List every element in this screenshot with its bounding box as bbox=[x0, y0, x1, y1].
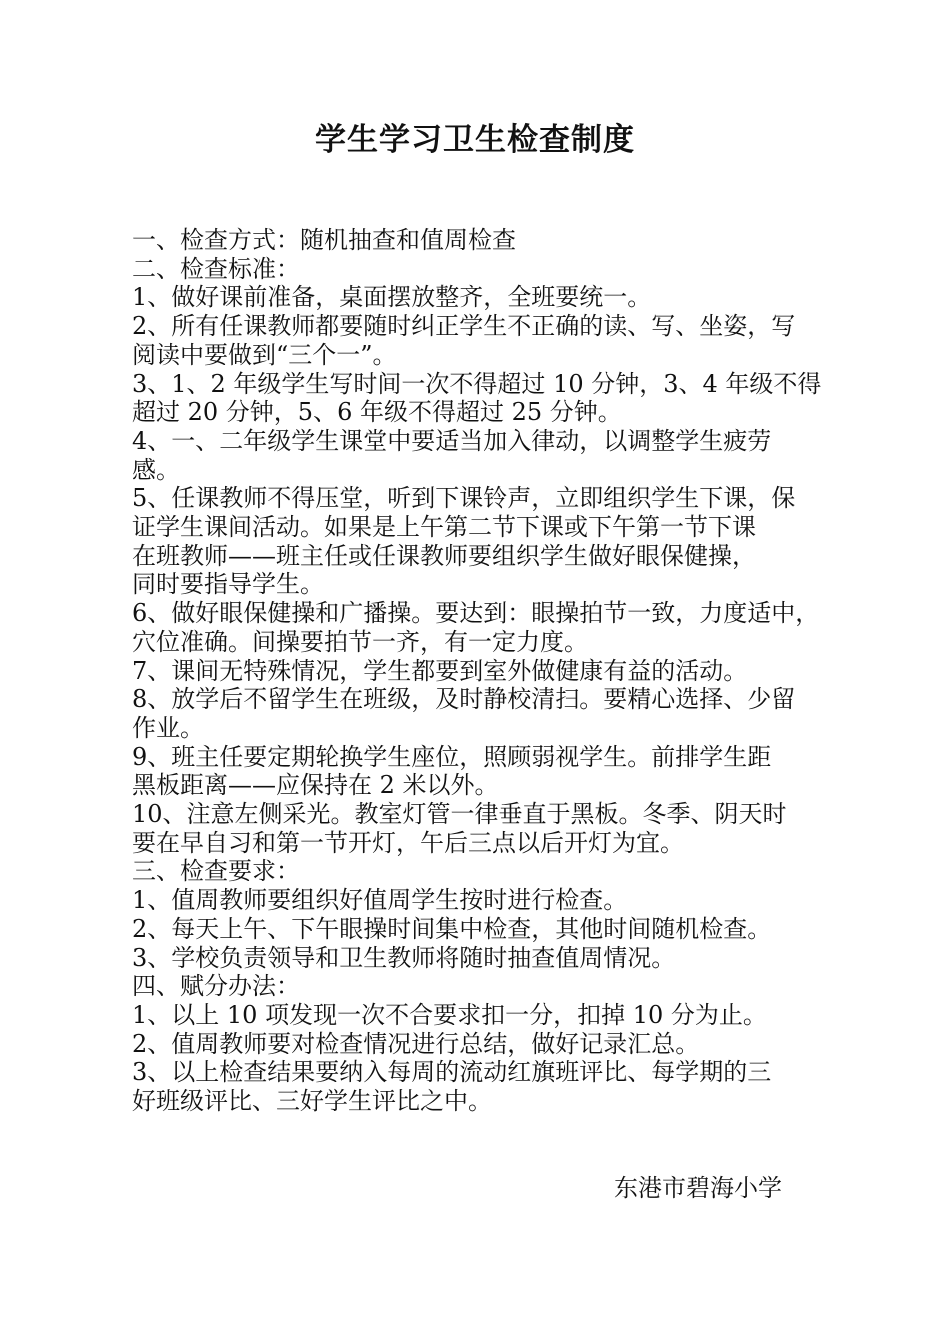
text-line: 二、检查标准： bbox=[132, 254, 300, 283]
text-line: 5、任课教师不得压堂，听到下课铃声，立即组织学生下课，保 bbox=[132, 484, 796, 513]
text-line: 同时要指导学生。 bbox=[132, 570, 324, 599]
text-line: 3、1、2 年级学生写时间一次不得超过 10 分钟，3、4 年级不得 bbox=[132, 369, 822, 398]
text-line: 一、检查方式：随机抽查和值周检查 bbox=[132, 226, 516, 254]
text-line: 阅读中要做到“三个一”。 bbox=[132, 340, 397, 369]
text-line: 在班教师——班主任或任课教师要组织学生做好眼保健操， bbox=[132, 541, 756, 570]
text-line: 9、班主任要定期轮换学生座位，照顾弱视学生。前排学生距 bbox=[132, 742, 772, 771]
text-line: 穴位准确。间操要拍节一齐，有一定力度。 bbox=[132, 627, 588, 656]
text-line: 感。 bbox=[132, 455, 180, 484]
text-line: 四、赋分办法： bbox=[132, 972, 300, 1001]
text-line: 三、检查要求： bbox=[132, 857, 300, 886]
text-line: 作业。 bbox=[132, 713, 204, 742]
text-line: 6、做好眼保健操和广播操。要达到：眼操拍节一致，力度适中， bbox=[132, 599, 820, 628]
text-line: 2、值周教师要对检查情况进行总结，做好记录汇总。 bbox=[132, 1029, 700, 1058]
text-line: 2、每天上午、下午眼操时间集中检查，其他时间随机检查。 bbox=[132, 914, 772, 943]
text-line: 1、值周教师要组织好值周学生按时进行检查。 bbox=[132, 886, 628, 915]
text-line: 8、放学后不留学生在班级，及时静校清扫。要精心选择、少留 bbox=[132, 685, 796, 714]
text-line: 7、课间无特殊情况，学生都要到室外做健康有益的活动。 bbox=[132, 656, 748, 685]
document-body bbox=[132, 226, 852, 1116]
text-line: 3、以上检查结果要纳入每周的流动红旗班评比、每学期的三 bbox=[132, 1058, 772, 1087]
text-line: 2、所有任课教师都要随时纠正学生不正确的读、写、坐姿，写 bbox=[132, 312, 796, 341]
school-signature: 东港市碧海小学 bbox=[614, 1174, 782, 1202]
text-line: 1、做好课前准备，桌面摆放整齐，全班要统一。 bbox=[132, 283, 652, 312]
document-title: 学生学习卫生检查制度 bbox=[315, 122, 635, 158]
text-line: 好班级评比、三好学生评比之中。 bbox=[132, 1087, 492, 1116]
text-line: 3、学校负责领导和卫生教师将随时抽查值周情况。 bbox=[132, 943, 676, 972]
text-line: 1、以上 10 项发现一次不合要求扣一分，扣掉 10 分为止。 bbox=[132, 1000, 767, 1029]
text-line: 10、注意左侧采光。教室灯管一律垂直于黑板。冬季、阴天时 bbox=[132, 800, 787, 829]
text-line: 4、一、二年级学生课堂中要适当加入律动，以调整学生疲劳 bbox=[132, 426, 772, 455]
text-line: 超过 20 分钟，5、6 年级不得超过 25 分钟。 bbox=[132, 398, 622, 427]
text-line: 要在早自习和第一节开灯，午后三点以后开灯为宜。 bbox=[132, 828, 684, 857]
text-line: 黑板距离——应保持在 2 米以外。 bbox=[132, 771, 499, 800]
text-line: 证学生课间活动。如果是上午第二节下课或下午第一节下课 bbox=[132, 513, 756, 542]
